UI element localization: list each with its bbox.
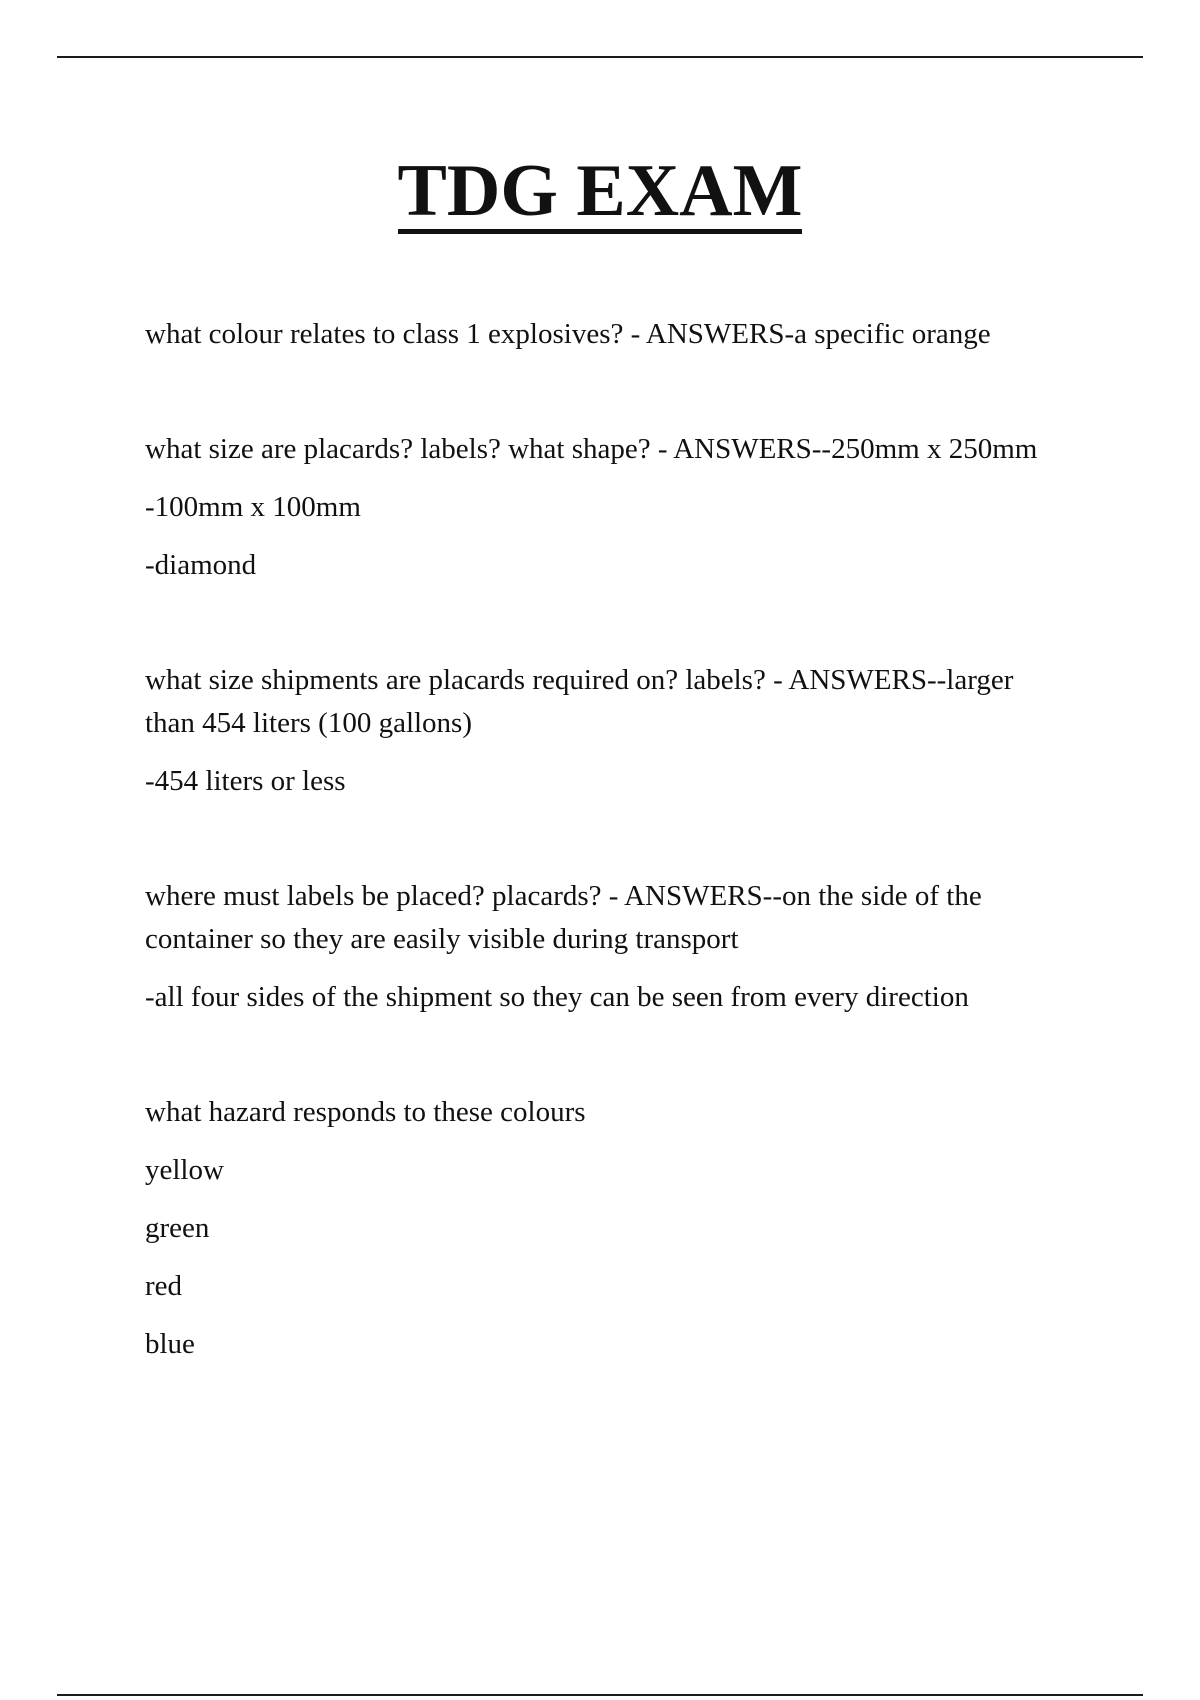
colour-item: red — [145, 1270, 183, 1302]
answer-line: -100mm x 100mm — [145, 491, 361, 523]
page-title — [0, 150, 1200, 234]
answer-line: -all four sides of the shipment so they can be seen from every direction — [145, 981, 969, 1013]
qa-item-1 — [145, 313, 1050, 356]
colour-item: green — [145, 1212, 210, 1244]
answer-line: -454 liters or less — [145, 765, 346, 797]
qa-list — [145, 313, 1050, 1438]
qa-item-4 — [145, 875, 1050, 1019]
question-answer-text: where must labels be placed? placards? - ANSWERS--on the side of the container so they are easily visible during transport — [145, 880, 982, 955]
colour-item: yellow — [145, 1154, 224, 1186]
bottom-divider — [57, 1694, 1143, 1696]
top-divider — [57, 56, 1143, 58]
question-text: what hazard responds to these colours — [145, 1096, 586, 1128]
qa-item-2 — [145, 428, 1050, 587]
question-answer-text: what size are placards? labels? what shape? - ANSWERS--250mm x 250mm — [145, 433, 1038, 465]
answer-line: -diamond — [145, 549, 257, 581]
question-answer-text: what colour relates to class 1 explosives? - ANSWERS-a specific orange — [145, 318, 991, 350]
question-answer-text: what size shipments are placards required on? labels? - ANSWERS--larger than 454 liters (100 gallons) — [145, 664, 1014, 739]
page-title-text: TDG EXAM — [397, 150, 803, 232]
colour-item: blue — [145, 1328, 195, 1360]
qa-item-5 — [145, 1091, 1050, 1366]
qa-item-3 — [145, 659, 1050, 803]
